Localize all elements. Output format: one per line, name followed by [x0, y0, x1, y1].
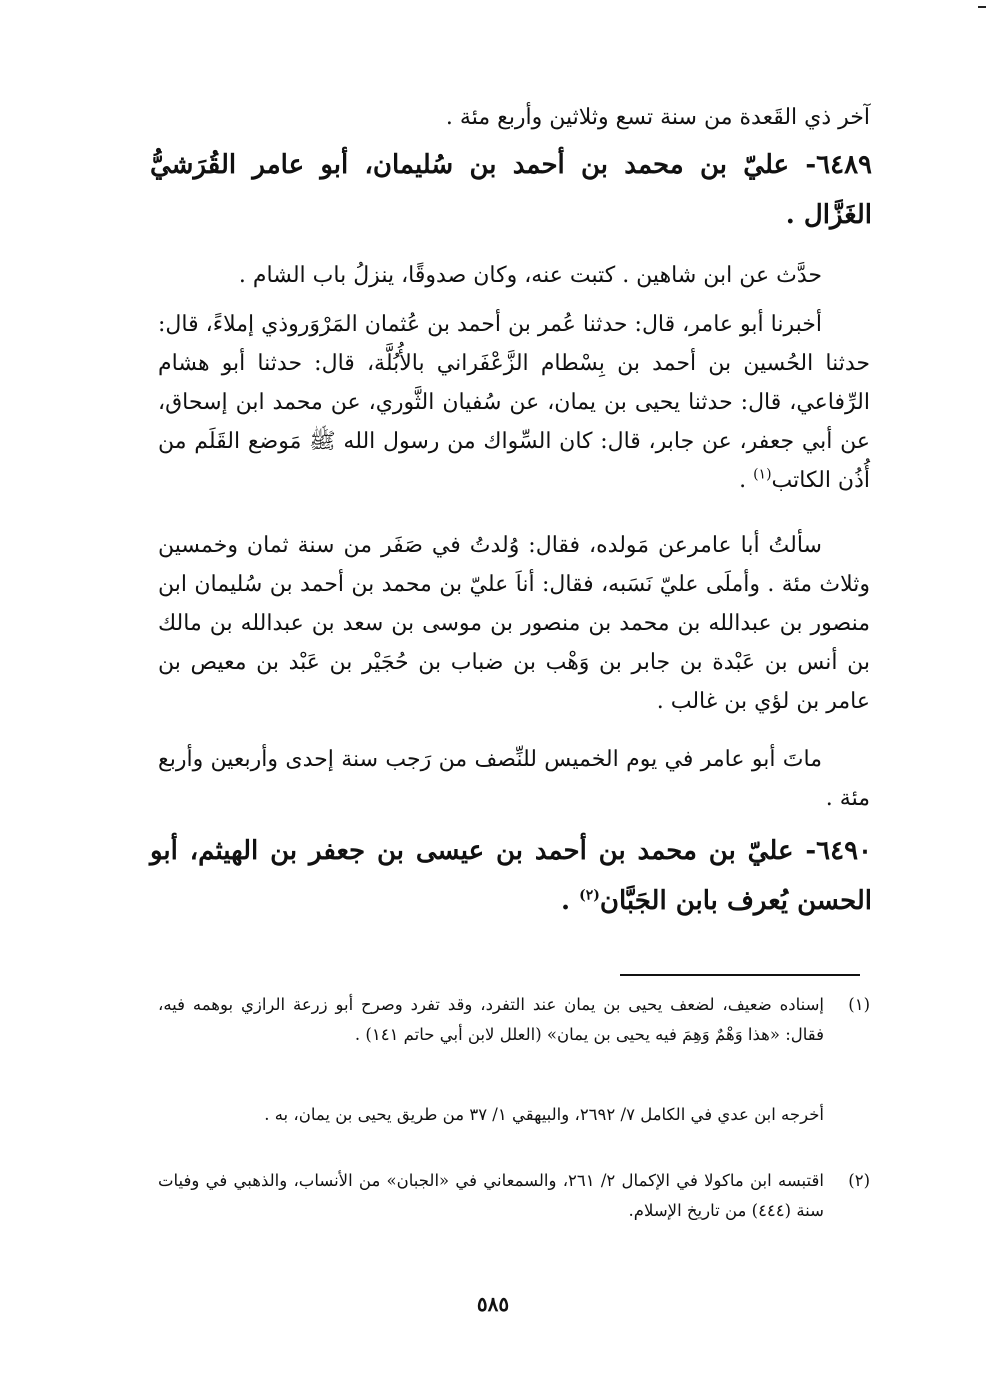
entry-6489-paragraph-1: حدَّث عن ابن شاهين . كتبت عنه، وكان صدوقًا، ينزلُ باب الشام .	[238, 263, 822, 288]
hadith-end: .	[739, 468, 754, 493]
footnote-1-continuation: أخرجه ابن عدي في الكامل ٧/ ٢٦٩٢، والبيهقي ١/ ٣٧ من طريق يحيى بن يمان، به .	[264, 1105, 824, 1124]
footnote-1-number: (١)	[848, 995, 870, 1014]
footnote-1-text: إسناده ضعيف، لضعف يحيى بن يمان عند التفرد، وقد تفرد وصرح أبو زرعة الرازي بوهمه فيه، فقال: «هذا وَهْمٌ وَهِمَ فيه يحيى بن يمان» (العلل لابن أبي حاتم ١٤١) .	[158, 995, 824, 1044]
scan-corner-mark	[978, 6, 986, 8]
entry-6489-paragraph-3: سألتُ أبا عامرعن مَولده، فقال: وُلدتُ في صَفَر من سنة ثمان وخمسين وثلاث مئة . وأملَى عليّ نَسَبه، فقال: أناَ عليّ بن محمد بن أحمد بن سُليمان ابن منصور بن عبدالله بن محمد بن منصور بن موسى بن سعد بن عبدالله بن مالك بن أنس بن عَبْدة بن جابر بن وَهْب بن ضباب بن حُجَيْر بن عَبْد بن معيص بن عامر بن لؤي بن غالب .	[158, 533, 870, 714]
entry-6490-heading-text: ٦٤٩٠- عليّ بن محمد بن أحمد بن عيسى بن جعفر بن الهيثم، أبو الحسن يُعرف بابن الجَبَّان	[150, 836, 872, 916]
entry-6489-heading: ٦٤٨٩- عليّ بن محمد بن أحمد بن سُليمان، أبو عامر القُرَشيُّ الغَزَّال .	[150, 150, 872, 230]
footnote-2-number: (٢)	[848, 1171, 870, 1190]
footnote-ref-1: (١)	[753, 466, 772, 483]
page-number: ٥٨٥	[476, 1292, 510, 1316]
entry-6490-heading	[150, 826, 872, 926]
footnote-2-text: اقتبسه ابن ماكولا في الإكمال ٢/ ٢٦١، والسمعاني في «الجبان» من الأنساب، والذهبي في وفيات سنة (٤٤٤) من تاريخ الإسلام.	[158, 1171, 824, 1220]
entry-6489-paragraph-2	[158, 305, 870, 500]
footnote-separator	[620, 974, 860, 976]
entry-6489-paragraph-4: ماتَ أبو عامر في يوم الخميس للنِّصف من رَجب سنة إحدى وأربعين وأربع مئة .	[158, 747, 870, 811]
entry-6490-heading-end: .	[560, 886, 580, 916]
continuation-line: آخر ذي القَعدة من سنة تسع وثلاثين وأربع مئة .	[445, 105, 870, 130]
hadith-text: أخبرنا أبو عامر، قال: حدثنا عُمر بن أحمد بن عُثمان المَرْوَروذي إملاءً، قال: حدثنا الحُسين بن أحمد بن بِسْطام الزَّعْفَراني بالأُبُلَّة، قال: حدثنا أبو هشام الرِّفاعي، قال: حدثنا يحيى بن يمان، عن سُفيان الثَّوري، عن محمد ابن إسحاق، عن أبي جعفر، عن جابر، قال: كان السِّواك من رسول الله ﷺ مَوضع القَلَم من أُذُن الكاتب	[158, 312, 870, 493]
footnote-ref-2: (٢)	[579, 887, 600, 904]
footnote-2	[158, 1166, 870, 1226]
footnote-1	[158, 990, 870, 1050]
